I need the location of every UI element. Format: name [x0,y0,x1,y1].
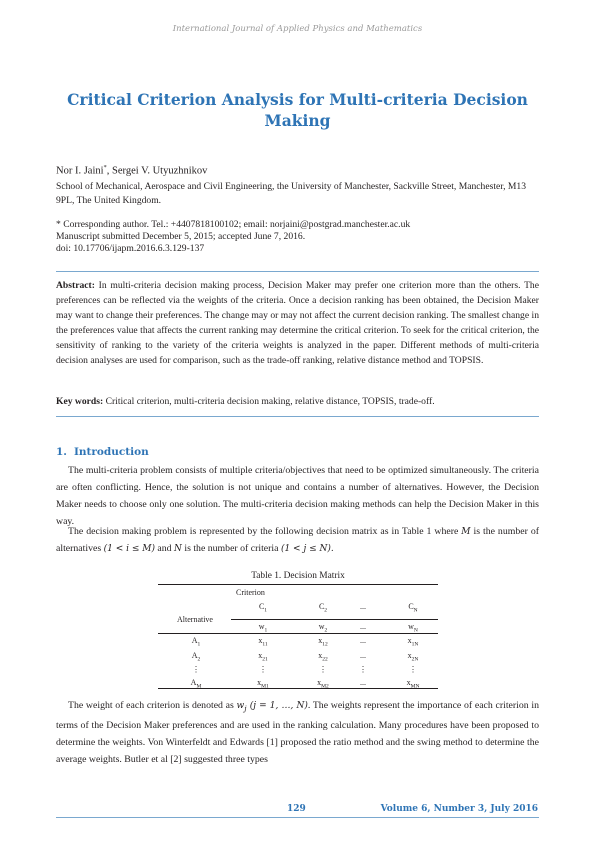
criterion-header: Criterion [236,588,265,597]
divider [56,416,539,417]
matrix-cell: $x_{1N}$ [407,636,419,648]
math-expression: (j = 1, …, N) [246,701,308,711]
paragraph [56,698,539,768]
table-rule [158,584,438,585]
section-heading [56,446,149,458]
table-caption: Table 1. Decision Matrix [251,571,345,581]
doi: doi: 10.17706/ijapm.2016.6.3.129-137 [56,242,205,254]
matrix-cell: $x_{M2}$ [317,678,329,690]
author-name: Nor I. Jaini [56,165,104,177]
text-run: The decision making problem is represented by the following decision matrix as in Table 1 where [68,526,462,537]
text-run: and [154,542,175,554]
math-subscript: j [244,703,247,713]
keywords [56,396,539,407]
matrix-cell: ⋮ [319,665,327,674]
alternative-label: $A_M$ [190,678,202,690]
matrix-cell: $x_{12}$ [318,636,328,648]
matrix-cell: ... [360,636,366,645]
keywords-label: Key words: [56,396,104,407]
article-meta [56,219,538,254]
section-number: 1. [56,446,67,458]
weight-label: $w_N$ [408,622,418,634]
author-list [56,164,207,177]
paragraph-text [56,698,539,768]
abstract [56,279,539,368]
section-title: Introduction [74,446,149,458]
keywords-text: Critical criterion, multi-criteria decision making, relative distance, TOPSIS, trade-off. [103,396,435,407]
criterion-label: ... [360,602,366,611]
matrix-cell: ... [360,678,366,687]
weight-label: ... [360,622,366,631]
matrix-cell: $x_{11}$ [258,636,268,648]
math-expression: (1 < j ≤ N). [280,543,334,554]
weight-label: $w_2$ [318,622,328,634]
math-expression [237,701,308,711]
alternative-label: $A_1$ [191,636,201,648]
matrix-cell: $x_{2N}$ [407,651,419,663]
matrix-cell: $x_{21}$ [258,651,268,663]
text-run: is the number of criteria [181,542,281,554]
volume-info: Volume 6, Number 3, July 2016 [380,804,538,814]
corresponding-author-note: * Corresponding author. Tel.: +4407818100102; email: norjaini@postgrad.manchester.ac.uk [56,219,411,230]
paragraph-text: The multi-criteria problem consists of multiple criteria/objectives that need to be optimized simultaneously. The criteria are often conflicting. Hence, the solution is not unique and contains a number of alternatives. However, the Decision Maker needs to choose only one solution. The multi-criteria decision making methods can help the Decision Maker in this way. [56,465,539,527]
text-run: The weight of each criterion is denoted as [68,700,237,711]
matrix-cell: $x_{M1}$ [257,678,269,690]
matrix-cell: $x_{22}$ [318,651,328,663]
affiliation: School of Mechanical, Aerospace and Civil Engineering, the University of Manchester, Sackville Street, Manchester, M13 9PL, The United Kingdom. [56,181,526,206]
divider [56,271,539,272]
paragraph [56,463,539,531]
footer-divider [56,817,539,818]
alternative-label: ⋮ [192,665,200,674]
math-symbol: w [236,701,245,711]
matrix-cell: ... [360,651,366,660]
running-head: International Journal of Applied Physics and Mathematics [172,24,423,34]
page-number: 129 [287,804,306,814]
alternative-header: Alternative [177,615,213,624]
paragraph-text [56,524,539,558]
text-run: is the number of alternatives [56,526,539,554]
text-run: . The weights represent the importance of each criterion in terms of the Decision Maker preferences and are used in the ranking calculation. Many procedures have been proposed to determine the weights. Von Winterfeldt and Edwards [1] proposed the ratio method and the swing method to determine the average weights. Butler et al [2] suggested three types [56,700,540,765]
matrix-cell: $x_{MN}$ [406,678,420,690]
matrix-cell: ⋮ [259,665,267,674]
math-symbol: N [174,543,182,554]
weight-label: $w_1$ [258,622,268,634]
criterion-label: $C_1$ [258,602,268,614]
manuscript-dates: Manuscript submitted December 5, 2015; accepted June 7, 2016. [56,230,306,242]
author-name: , Sergei V. Utyuzhnikov [106,165,208,177]
paragraph [56,524,539,558]
table-rule [231,619,438,620]
criterion-label: $C_2$ [318,602,328,614]
math-symbol: M [461,527,471,537]
matrix-cell: ⋮ [359,665,367,674]
alternative-label: $A_2$ [191,651,201,663]
corresponding-mark: * [103,164,107,171]
abstract-text: In multi-criteria decision making process, Decision Maker may prefer one criterion more than the others. The preferences can be reflected via the weights of the criteria. Once a decision ranking has been obtained, the Decision Maker may want to change their preferences. The change may or may not affect the current decision ranking. The smallest change in the preferences value that affects the current ranking may determine the critical criterion. To seek for the critical criterion, the sensitivity of ranking to the variety of the criteria weights is analyzed in the paper. Different methods of multi-criteria decision analyses are used for comparison, such as the trade-off ranking, relative distance method and TOPSIS. [56,280,539,366]
math-expression: (1 < i ≤ M) [103,543,155,554]
abstract-label: Abstract: [56,280,95,291]
criterion-label: $C_N$ [408,602,418,614]
matrix-cell: ⋮ [409,665,417,674]
paper-title: Critical Criterion Analysis for Multi-criteria Decision Making [67,90,528,130]
